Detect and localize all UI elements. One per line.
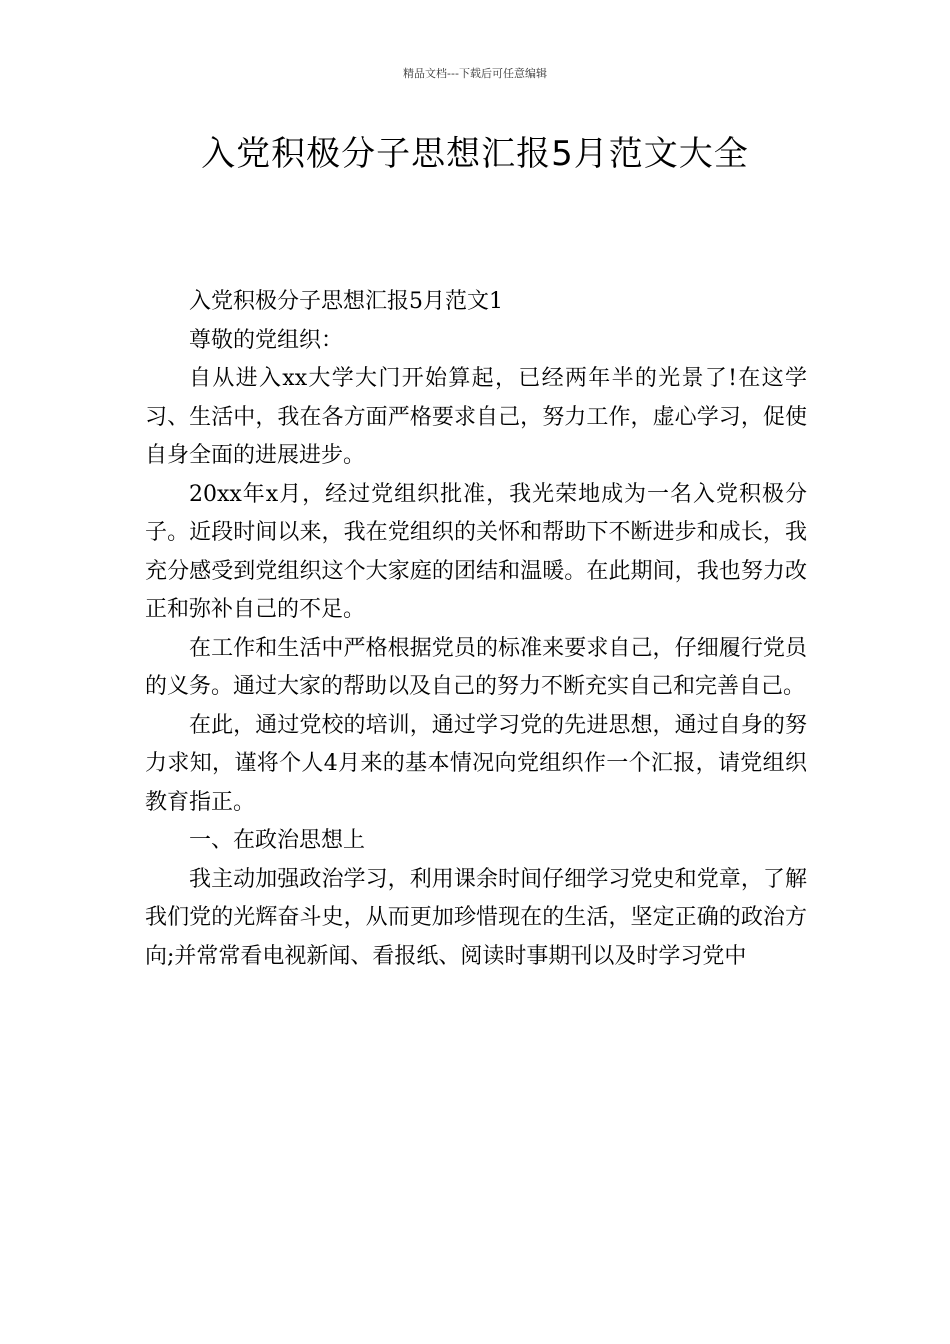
- paragraph: 我主动加强政治学习，利用课余时间仔细学习党史和党章，了解我们党的光辉奋斗史，从而更加珍惜现在的生活，坚定正确的政治方向;并常常看电视新闻、看报纸、阅读时事期刊以及时学习党中: [145, 866, 807, 969]
- document-body: [145, 283, 807, 976]
- header-note: 精品文档---下载后可任意编辑: [403, 67, 547, 80]
- document-title: 入党积极分子思想汇报5月范文大全: [201, 134, 749, 174]
- paragraph-subtitle: 入党积极分子思想汇报5月范文1: [189, 289, 503, 314]
- section-heading: 一、在政治思想上: [189, 828, 366, 853]
- paragraph: 在此，通过党校的培训，通过学习党的先进思想，通过自身的努力求知，谨将个人4月来的基本情况向党组织作一个汇报，请党组织教育指正。: [145, 712, 807, 815]
- paragraph: 自从进入xx大学大门开始算起，已经两年半的光景了!在这学习、生活中，我在各方面严格要求自己，努力工作，虚心学习，促使自身全面的进展进步。: [145, 366, 807, 468]
- paragraph: 20xx年x月，经过党组织批准，我光荣地成为一名入党积极分子。近段时间以来，我在党组织的关怀和帮助下不断进步和成长，我充分感受到党组织这个大家庭的团结和温暖。在此期间，我也努力改正和弥补自己的不足。: [145, 481, 807, 622]
- paragraph: 在工作和生活中严格根据党员的标准来要求自己，仔细履行党员的义务。通过大家的帮助以及自己的努力不断充实自己和完善自己。: [145, 635, 807, 699]
- paragraph-salutation: 尊敬的党组织：: [189, 327, 344, 353]
